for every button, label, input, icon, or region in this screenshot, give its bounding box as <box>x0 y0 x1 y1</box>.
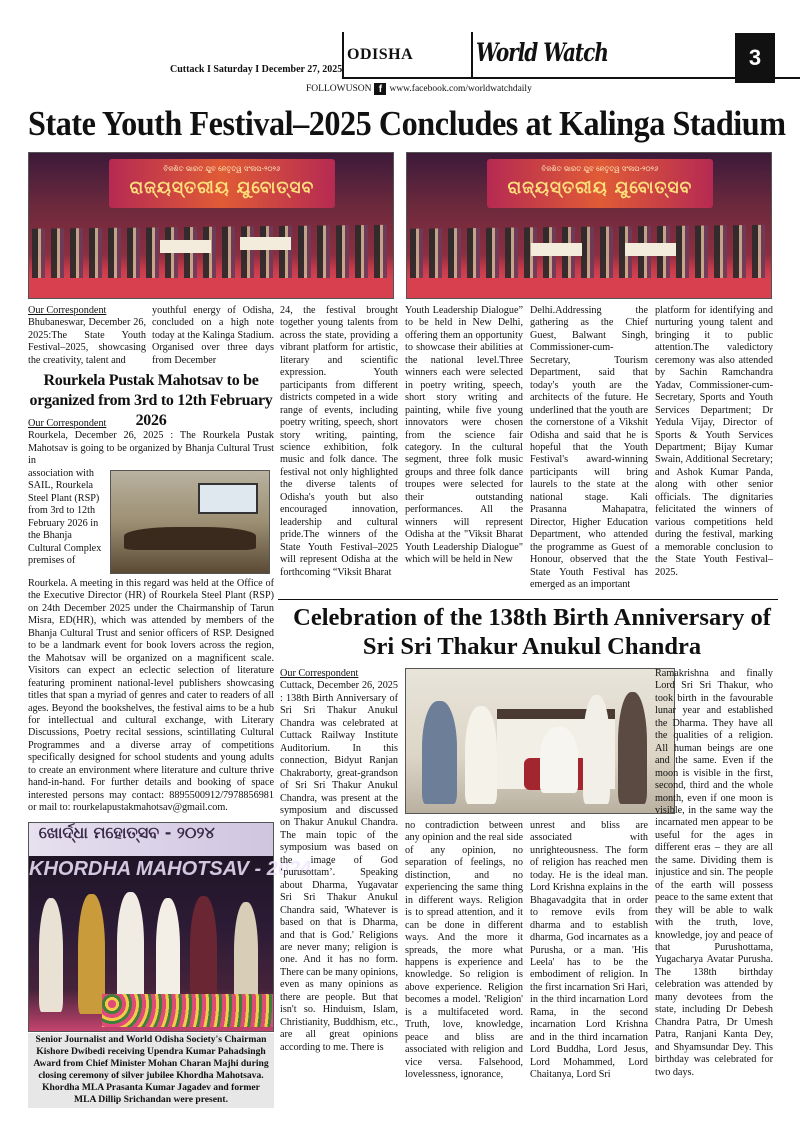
person-figure <box>583 695 610 804</box>
article1-column-5: Delhi.Addressing the gathering as the Chief Guest, Balwant Singh, Commissioner-cum-Secretary, Tourism Department, said that today's youth are the architects of the future. He underlined that the youth are the cornerstone of a Vikshit Odisha and said that he is hopeful that the Youth Festival's award-winning participants will bring laurels to the state at the national stage. Kali Prasanna Mahapatra, Director, Higher Education Department, who attended the programme as Guest of Honour, observed that the State Youth Festival has emerged as an important <box>530 305 648 590</box>
headline-youth-festival: State Youth Festival–2025 Concludes at Kalinga Stadium <box>28 104 786 143</box>
byline: Our Correspondent <box>28 418 107 429</box>
person-figure <box>422 701 457 805</box>
article1-column-3: 24, the festival brought together young talents from across the state, providing a vibrant platform for artistic, literary and scientific expression. Youth participants from different districts competed in a wide range of events, including poetry writing, speech, short story writing, painting, science exhibition, folk music and folk dance. The festival not only highlighted the diverse talents of Odisha's youth but also encouraged innovation, leadership and cultural pride.The winners of the State Youth Festival–2025 will represent Odisha at the forthcoming “Viksit Bharat <box>280 305 398 578</box>
article2-side-text: association with SAIL, Rourkela Steel Plant (RSP) from 3rd to 12th February 2026 in the Bhanja Cultural Complex premises of <box>28 468 102 567</box>
person-figure <box>156 898 180 1006</box>
follow-bar <box>306 83 532 95</box>
headline-thakur-anukul-chandra: Celebration of the 138th Birth Anniversary of Sri Sri Thakur Anukul Chandra <box>293 604 771 660</box>
group-of-people <box>29 201 393 281</box>
article3-column-2: no contradiction between any opinion and the real side of any opinion, no separation of feelings, no distinction, and no experiencing the same thing in different ways. Religion is to spread attention, and it can be done in different ways. And the more it spreads, the more what happens is experience and knowledge. So religion is above experience. Religion becomes a model. 'Religion' is a multifaceted word. Truth, love, knowledge, peace and bliss are associated with religion and vice versa. Falsehood, lovelessness, ignorance, <box>405 820 523 1081</box>
headline-rourkela-pustak-mahotsav: Rourkela Pustak Mahotsav to be organized from 3rd to 12th February 2026 <box>29 372 273 429</box>
meeting-table <box>124 527 257 549</box>
rourkela-meeting-photo <box>110 470 270 574</box>
article2-body: Rourkela. A meeting in this regard was held at the Office of the Executive Director (HR) of Rourkela Steel Plant (RSP) on 24th December 2025 under the Chairmanship of Tarun Misra, ED(HR), which was attended by members of the Bhanja Cultural Trust and senior officers of RSP. Designed to be a landmark event for book lovers across the region, the Mahotsav will be organized on a magnificent scale. Visitors can expect an eclectic selection of literature featuring prominent national-level publishers showcasing titles that span a myriad of genres and cater to readers of all ages. Beyond the bookshelves, the festival aims to be a hub for intellectual and cultural exchange, with Literary Discussions, Poetry recital sessions, scintillating Cultural Programmes and a diverse array of competitions specifically designed for school students and young adults to create an environment where literature and culture thrive hand-in-hand. For further details and booking of space interested persons may contact: 8895500912/7978856981 or mail to: rourkelapustakmahotsav@gmail.com. <box>28 578 274 814</box>
person-figure <box>618 692 647 804</box>
stage-banner: ବିକଶିତ ଭାରତ ଯୁବ ନେତୃତ୍ୱ ସଂଳାପ-୨୦୨୬ ରାଜ୍ୟସ୍ତରୀୟ ଯୁବୋତ୍ସବ <box>109 159 335 208</box>
person-figure <box>540 727 578 793</box>
article1-column-2: youthful energy of Odisha, concluded on a high note today at the Kalinga Stadium. Organised over three days from December <box>152 305 274 366</box>
follow-label: FOLLOWUSON <box>306 84 372 94</box>
page-number: 3 <box>735 33 775 83</box>
group-of-people <box>407 201 771 281</box>
khordha-banner: ଖୋର୍ଦ୍ଧା ମହୋତ୍ସବ - ୨୦୨୪ <box>29 823 273 856</box>
stage-floor <box>407 278 771 298</box>
stage-floor <box>29 278 393 298</box>
youth-festival-photo-right <box>406 152 772 299</box>
article1-column-1: Our Correspondent Bhubaneswar, December 26, 2025:The State Youth Festival–2025, showcasing the creativity, talent and <box>28 305 146 366</box>
newspaper-logo: World Watch <box>476 37 608 67</box>
khordha-mahotsav-photo: ଖୋର୍ଦ୍ଧା ମହୋତ୍ସବ - ୨୦୨୪ KHORDHA MAHOTSAV - 2024 <box>28 822 274 1032</box>
facebook-link[interactable]: www.facebook.com/worldwatchdaily <box>389 84 532 94</box>
khordha-photo-caption: Senior Journalist and World Odisha Society's Chairman Kishore Dwibedi receiving Upendra Kumar Pahadsingh Award from Chief Minister Mohan Charan Majhi during closing ceremony of silver jubilee Khordha Mahotsava. Khordha MLA Prasanta Kumar Jagadev and former MLA Dillip Srichandan were present. <box>28 1033 274 1108</box>
byline: Our Correspondent <box>28 305 107 316</box>
article3-column-4: Ramakrishna and finally Lord Sri Sri Thakur, who took birth in the favourable lunar year and established the Dharma. They have all the qualities of a religion. All human beings are one and the same. Even if the moon is visible in the first, second, third and the whole month, even if one moon is visible, in the same way the incarnated men appear to be useful for the ages in different eras – they are all the same. Dividing them is injustice and sin. The people of the earth will possess peace to the same extent that they will be able to walk with the truth, love, knowledge, joy and peace of that Purushottama, Yugacharya Avatar Purusha. The 138th birthday celebration was attended by many devotees from the state, including Dr Debesh Chandra Patra, Dr Umesh Patra, Ranjani Kanta Dey, and Shyamsundar Dey. This birthday was celebrated for two days. <box>655 668 773 1078</box>
flower-decoration <box>102 994 273 1027</box>
projector-screen <box>198 483 258 514</box>
section-rule <box>278 599 778 600</box>
section-name: ODISHA <box>347 46 414 63</box>
certificate <box>625 243 676 256</box>
article3-column-3: unrest and bliss are associated with unrighteousness. The form of religion has reached men today. He is the ideal man. Lord Krishna explains in the Bhagavadgita that in order to remove evils from dharma and to establish dharma, God incarnates as a Purusha, or a man. 'His Leela' has to be the embodiment of religion. In the first incarnation Sri Hari, in the third incarnation Lord Rama, in the second incarnation Lord Krishna and in the third incarnation Lord Buddha, Lord Jesus, Lord Mohammed, Lord Chaitanya, Lord Sri <box>530 820 648 1081</box>
person-figure <box>78 894 105 1015</box>
certificate <box>160 240 211 253</box>
article1-column-4: Youth Leadership Dialogue” to be held in New Delhi, offering them an opportunity to showcase their abilities at the national level.Three winners each were selected in poetry writing, speech, short story writing and painting, while five young innovators were chosen from the science fair category. In the cultural segment, three folk music groups and three folk dance troupes were selected for their outstanding performances. All the winners will represent Odisha at the "Viksit Bharat Youth Leadership Dialogue" which will be held in New <box>405 305 523 566</box>
certificate <box>531 243 582 256</box>
stage-banner: ବିକଶିତ ଭାରତ ଯୁବ ନେତୃତ୍ୱ ସଂଳାପ-୨୦୨୬ ରାଜ୍ୟସ୍ତରୀୟ ଯୁବୋତ୍ସବ <box>487 159 713 208</box>
person-figure <box>465 706 497 804</box>
masthead-divider-right <box>471 32 473 77</box>
thakur-celebration-photo <box>405 668 675 814</box>
article1-column-6: platform for identifying and nurturing young talent and bringing it to public attention.The valedictory ceremony was also attended by Sachin Ramchandra Yadav, Commissioner-cum-Secretary, Sports and Youth Services Department; Dr Yedula Vijay, Director of Sports & Youth Services Department; Bijay Kumar Swain, Additional Secretary; and Ashok Kumar Panda, along with other senior officials. The dignitaries felicitated the winners of various competitions held during the festival, marking a memorable conclusion to the State Youth Festival–2025. <box>655 305 773 578</box>
youth-festival-photo-left <box>28 152 394 299</box>
facebook-icon[interactable]: f <box>374 83 386 95</box>
person-figure <box>117 892 144 1006</box>
article2-intro: Our Correspondent Rourkela, December 26, 2025 : The Rourkela Pustak Mahotsav is going to be organized by Bhanja Cultural Trust in <box>28 418 274 467</box>
person-figure <box>190 896 217 1008</box>
person-figure <box>39 898 63 1012</box>
certificate <box>240 237 291 250</box>
issue-date: Cuttack I Saturday I December 27, 2025 <box>170 64 343 75</box>
byline: Our Correspondent <box>280 668 359 679</box>
article3-column-1: Our Correspondent Cuttack, December 26, 2025 : 138th Birth Anniversary of Sri Sri Thakur Anukul Chandra was celebrated at Cuttack Railway Institute Auditorium. In this connection, Bidyut Ranjan Chakraborty, great-grandson of Sri Sri Thakur Anukul Chandra, was present at the symposium and discussed on Thakur Anukul Chandra. The main topic of the symposium was based on the image of God ‘purusottam’. Speaking about Dharma, Yugavatar Sri Sri Thakur Anukul Chandra said, 'Whatever is based on that is Dharma, and that is God.' Religions are never many; religion is one. And it has no form. There can be many opinions, even as many opinions as there are people. But that isn't so. Hinduism, Islam, Christianity, Buddhism, etc., are all great opinions according to me. There is <box>280 668 398 1053</box>
masthead-rule <box>342 77 800 79</box>
